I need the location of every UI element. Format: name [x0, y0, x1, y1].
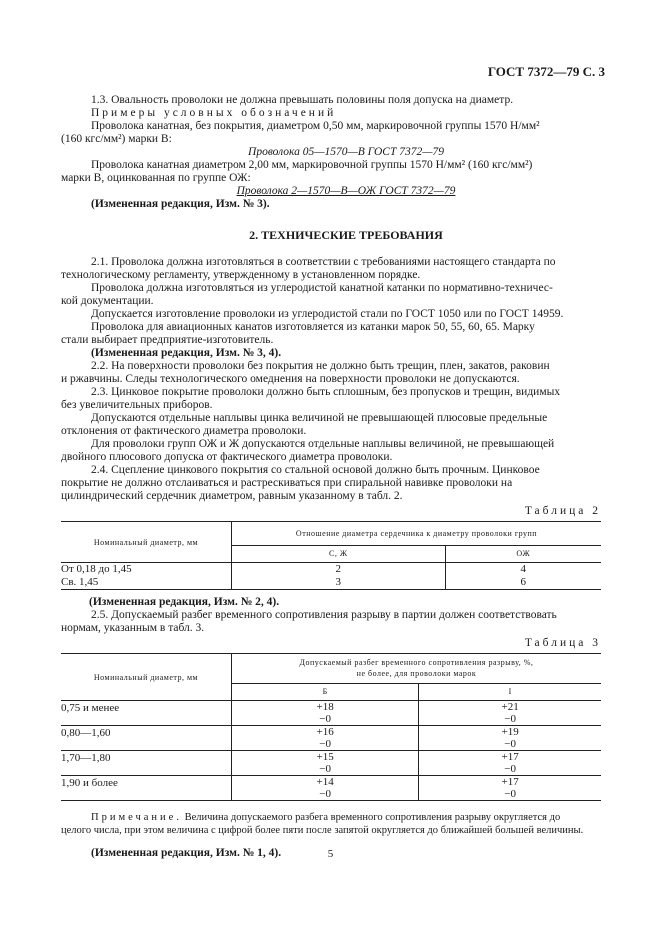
example-2-line2: марки В, оцинкованная по группе ОЖ: — [61, 172, 251, 184]
paragraph-2-3b-line1: Допускаются отдельные наплывы цинка величиной не превышающей плюсовые предельные — [91, 412, 548, 424]
table-row — [61, 726, 601, 751]
table-2-cell-diameter: Св. 1,45 — [61, 576, 232, 590]
amendment-note-4: (Измененная редакция, Изм. № 1, 4). — [91, 847, 282, 859]
table-3-cell-b-minus: −0 — [504, 763, 516, 775]
paragraph-1-3: 1.3. Овальность проволоки не должна превышать половины поля допуска на диаметр. — [91, 94, 514, 106]
table-3-subheader-1: Б — [232, 683, 419, 700]
note-text-1: Величина допускаемого разбега временного сопротивления разрыву округляется до — [184, 812, 561, 823]
table-3-cell-a-plus: +15 — [316, 751, 334, 763]
examples-heading: Примеры условных обозначений — [91, 107, 337, 119]
paragraph-2-1b-line2: кой документации. — [61, 295, 154, 307]
note-text-2: целого числа, при этом величина с цифрой более пяти после запятой округляется до ближайшей большей величины. — [61, 825, 584, 836]
table-3-cell-diameter: 1,90 и более — [61, 776, 232, 801]
table-3-header-line1: Допускаемый разбег временного сопротивления разрыву, %, — [299, 658, 534, 668]
table-3-header-spread — [232, 654, 602, 684]
table-3-caption: Таблица 3 — [524, 637, 601, 649]
paragraph-2-4-line1: 2.4. Сцепление цинкового покрытия со стальной основой должно быть прочным. Цинковое — [91, 464, 540, 476]
table-3-cell-b — [419, 726, 601, 751]
example-2-designation: Проволока 2—1570—В—ОЖ ГОСТ 7372—79 — [236, 185, 456, 197]
table-3-subheader-2: I — [419, 683, 601, 700]
amendment-note-1: (Измененная редакция, Изм. № 3). — [91, 198, 270, 210]
table-3-cell-b-plus: +21 — [501, 701, 519, 713]
table-3-cell-a — [232, 776, 419, 801]
table-row — [61, 751, 601, 776]
paragraph-2-2-line1: 2.2. На поверхности проволоки без покрытия не должно быть трещин, плен, закатов, раковин — [91, 360, 550, 372]
table-3-cell-a-minus: −0 — [319, 763, 331, 775]
paragraph-2-3b-line2: отклонения от фактического диаметра проволоки. — [61, 425, 307, 437]
paragraph-2-3-line2: без увеличительных приборов. — [61, 399, 213, 411]
table-2-caption: Таблица 2 — [524, 505, 601, 517]
paragraph-2-3c-line1: Для проволоки групп ОЖ и Ж допускаются отдельные наплывы величиной, не превышающей — [91, 438, 555, 450]
section-2-title: 2. ТЕХНИЧЕСКИЕ ТРЕБОВАНИЯ — [249, 228, 443, 242]
paragraph-2-1-line1: 2.1. Проволока должна изготовляться в соответствии с требованиями настоящего стандарта по — [91, 256, 556, 268]
table-2-subheader-2: ОЖ — [445, 545, 601, 562]
table-3-header-line2: не более, для проволоки марок — [356, 669, 477, 679]
paragraph-2-1d-line1: Проволока для авиационных канатов изготовляется из катанки марок 50, 55, 60, 65. Марку — [91, 321, 535, 333]
table-row — [61, 701, 601, 726]
table-3 — [61, 653, 601, 801]
table-3-cell-a-plus: +18 — [316, 701, 334, 713]
table-2-cell-a: 3 — [232, 576, 446, 590]
table-2-cell-b: 4 — [445, 563, 601, 577]
table-2-header-ratio: Отношение диаметра сердечника к диаметру проволоки групп — [232, 522, 602, 546]
paragraph-2-1d-line2: стали выбирает предприятие-изготовитель. — [61, 334, 274, 346]
table-3-cell-b-plus: +17 — [501, 751, 519, 763]
table-3-cell-b-plus: +19 — [501, 726, 519, 738]
table-3-cell-a — [232, 701, 419, 726]
table-3-cell-b — [419, 701, 601, 726]
table-3-cell-diameter: 0,80—1,60 — [61, 726, 232, 751]
page-number: 5 — [327, 848, 334, 860]
paragraph-2-5-line2: нормам, указанным в табл. 3. — [61, 622, 205, 634]
page-header: ГОСТ 7372—79 С. 3 — [487, 64, 605, 79]
amendment-note-3: (Измененная редакция, Изм. № 2, 4). — [89, 596, 280, 608]
table-3-cell-a — [232, 726, 419, 751]
table-3-cell-b-minus: −0 — [504, 788, 516, 800]
paragraph-2-5-line1: 2.5. Допускаемый разбег временного сопротивления разрыву в партии должен соответствовать — [91, 609, 557, 621]
table-3-cell-diameter: 0,75 и менее — [61, 701, 232, 726]
page-content — [61, 94, 601, 860]
table-2-header-diameter: Номинальный диаметр, мм — [61, 522, 232, 563]
table-2-subheader-1: С, Ж — [232, 545, 446, 562]
paragraph-2-4-line3: цилиндрический сердечник диаметром, равным указанному в табл. 2. — [61, 490, 403, 502]
table-3-cell-a-minus: −0 — [319, 738, 331, 750]
paragraph-2-1c: Допускается изготовление проволоки из углеродистой стали по ГОСТ 1050 или по ГОСТ 14959. — [91, 308, 564, 320]
amendment-note-2: (Измененная редакция, Изм. № 3, 4). — [91, 347, 282, 359]
example-1-line1: Проволока канатная, без покрытия, диаметром 0,50 мм, маркировочной группы 1570 Н/мм² — [91, 120, 540, 132]
table-3-cell-a-minus: −0 — [319, 713, 331, 725]
table-2-cell-diameter: От 0,18 до 1,45 — [61, 563, 132, 575]
table-3-cell-a-plus: +14 — [316, 776, 334, 788]
table-3-cell-diameter: 1,70—1,80 — [61, 751, 232, 776]
example-2-line1: Проволока канатная диаметром 2,00 мм, маркировочной группы 1570 Н/мм² (160 кгс/мм²) — [91, 159, 533, 171]
paragraph-2-3c-line2: двойного плюсового допуска от фактического диаметра проволоки. — [61, 451, 393, 463]
example-1-line2: (160 кгс/мм²) марки В: — [61, 133, 172, 145]
table-3-cell-a — [232, 751, 419, 776]
paragraph-2-1b-line1: Проволока должна изготовляться из углеродистой канатной катанки по нормативно-техничес- — [91, 282, 553, 294]
table-3-cell-a-plus: +16 — [316, 726, 334, 738]
paragraph-2-2-line2: и ржавчины. Следы технологического омеднения на поверхности проволоки не допускаются. — [61, 373, 520, 385]
paragraph-2-3-line1: 2.3. Цинковое покрытие проволоки должно быть сплошным, без пропусков и трещин, видимых — [91, 386, 561, 398]
table-3-cell-b-minus: −0 — [504, 713, 516, 725]
table-3-note-line1 — [91, 811, 601, 824]
table-row — [61, 576, 601, 590]
note-label: Примечание. — [91, 812, 182, 823]
table-2 — [61, 521, 601, 590]
table-3-cell-a-minus: −0 — [319, 788, 331, 800]
table-3-cell-b — [419, 751, 601, 776]
table-2-cell-b: 6 — [445, 576, 601, 590]
table-3-cell-b — [419, 776, 601, 801]
table-3-cell-b-plus: +17 — [501, 776, 519, 788]
example-1-designation: Проволока 05—1570—В ГОСТ 7372—79 — [248, 146, 444, 158]
paragraph-2-4-line2: покрытие не должно отслаиваться и растрескиваться при спиральной навивке проволоки на — [61, 477, 513, 489]
paragraph-2-1-line2: технологическому регламенту, утвержденному в установленном порядке. — [61, 269, 421, 281]
table-row — [61, 776, 601, 801]
table-2-cell-a: 2 — [232, 563, 446, 577]
table-3-cell-b-minus: −0 — [504, 738, 516, 750]
table-3-header-diameter: Номинальный диаметр, мм — [61, 654, 232, 701]
table-row — [61, 563, 601, 577]
